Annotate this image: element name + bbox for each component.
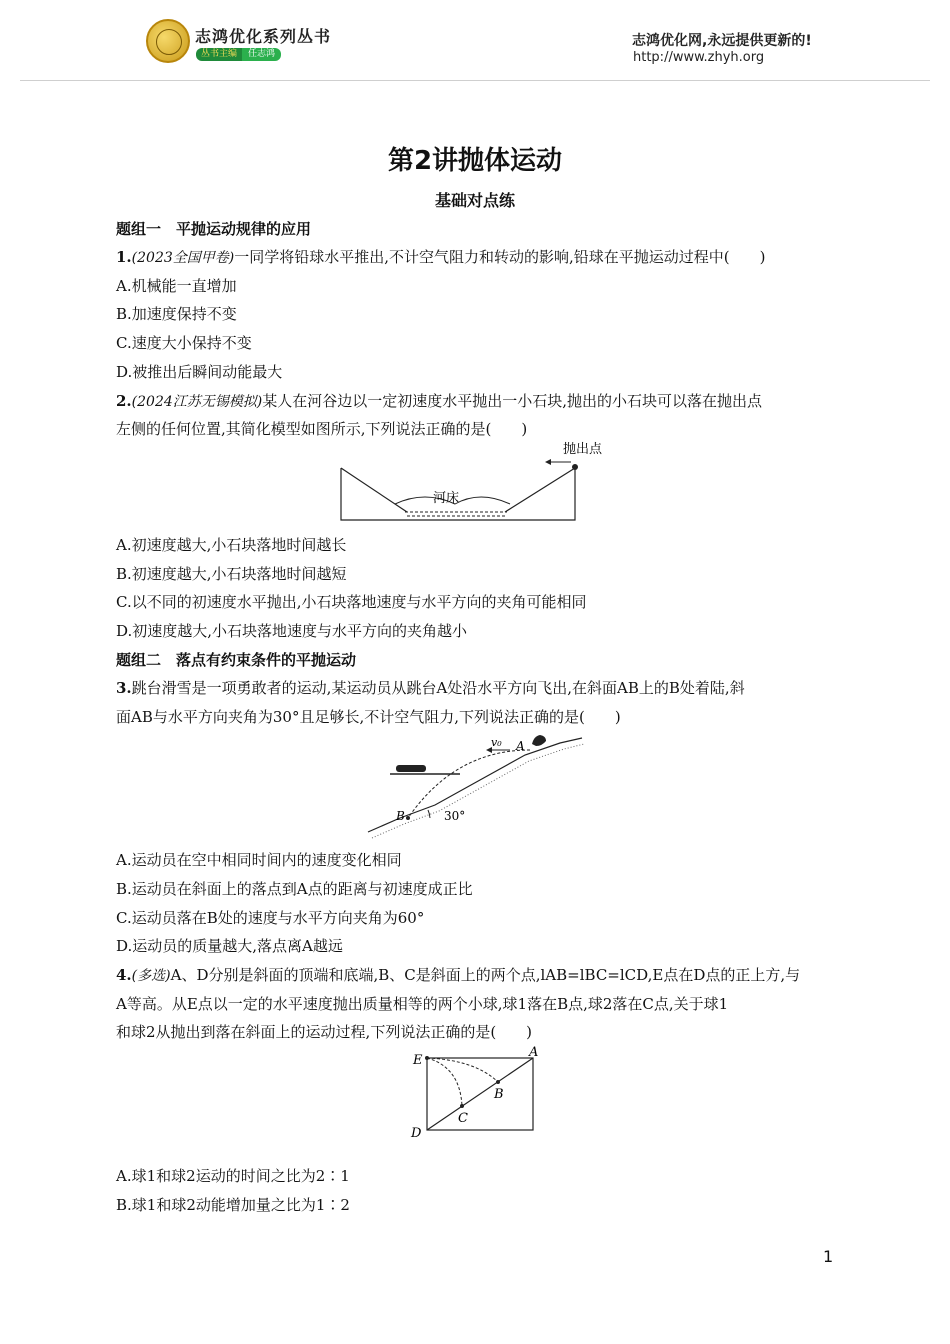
editor-name: 任志鸿	[242, 48, 281, 61]
fig-point-b-label: B	[396, 809, 405, 823]
fig-point-e-label: E	[413, 1053, 423, 1068]
q3-option-d: D.运动员的质量越大,落点离A越远	[116, 937, 343, 955]
fig-point-b4-label: B	[494, 1087, 504, 1102]
q2-stem-line-1	[116, 391, 836, 412]
section-subtitle: 基础对点练	[434, 191, 515, 210]
fig-point-a-label: A	[516, 739, 525, 753]
q1-option-a: A.机械能一直增加	[116, 277, 237, 295]
group-heading-1: 题组一 平抛运动规律的应用	[116, 220, 312, 238]
q4-stem-line-3: 和球2从抛出到落在斜面上的运动过程,下列说法正确的是( )	[116, 1023, 533, 1041]
incline-projectile-figure	[405, 1042, 545, 1142]
q3-stem-line-2: 面AB与水平方向夹角为30°且足够长,不计空气阻力,下列说法正确的是( )	[116, 708, 621, 726]
header-divider	[20, 80, 930, 81]
q2-option-a: A.初速度越大,小石块落地时间越长	[116, 536, 347, 554]
river-valley-figure	[335, 440, 603, 525]
page-number: 1	[823, 1247, 834, 1266]
q3-option-c: C.运动员落在B处的速度与水平方向夹角为60°	[116, 909, 425, 927]
q4-source: (多选)	[131, 968, 171, 984]
q2-text-1: 某人在河谷边以一定初速度水平抛出一小石块,抛出的小石块可以落在抛出点	[262, 392, 763, 410]
q2-number: 2.	[116, 392, 132, 410]
fig-point-a4-label: A	[529, 1045, 539, 1060]
q2-option-b: B.初速度越大,小石块落地时间越短	[116, 565, 347, 583]
q1-stem	[116, 247, 836, 268]
q4-option-a: A.球1和球2运动的时间之比为2∶1	[116, 1167, 350, 1185]
q1-text: 一同学将铅球水平推出,不计空气阻力和转动的影响,铅球在平抛运动过程中( )	[234, 248, 766, 266]
q1-option-b: B.加速度保持不变	[116, 305, 237, 323]
fig-point-c-label: C	[458, 1111, 468, 1126]
slogan: 志鸿优化网,永远提供更新的!	[632, 33, 812, 49]
fig-throw-point-label: 抛出点	[563, 442, 603, 457]
q1-option-c: C.速度大小保持不变	[116, 334, 252, 352]
lying-skier-icon	[396, 765, 426, 772]
q2-source: (2024江苏无锡模拟)	[131, 394, 263, 410]
q3-text-1: 跳台滑雪是一项勇敢者的运动,某运动员从跳台A处沿水平方向飞出,在斜面AB上的B处着陆,斜	[131, 679, 745, 697]
q2-option-c: C.以不同的初速度水平抛出,小石块落地速度与水平方向的夹角可能相同	[116, 593, 587, 611]
q3-option-a: A.运动员在空中相同时间内的速度变化相同	[116, 851, 402, 869]
page-title: 第2讲抛体运动	[387, 146, 563, 176]
ski-jump-figure	[360, 730, 590, 848]
group-heading-2: 题组二 落点有约束条件的平抛运动	[116, 651, 357, 669]
q2-stem-line-2: 左侧的任何位置,其简化模型如图所示,下列说法正确的是( )	[116, 420, 528, 438]
q3-number: 3.	[116, 679, 132, 697]
q4-stem-line-1	[116, 965, 836, 986]
q4-text-1: A、D分别是斜面的顶端和底端,B、C是斜面上的两个点,lAB=lBC=lCD,E点在D点的正上方,与	[170, 966, 801, 984]
fig-riverbed-label: 河床	[433, 491, 460, 506]
fig-v0-label: v₀	[491, 736, 502, 749]
q2-option-d: D.初速度越大,小石块落地速度与水平方向的夹角越小	[116, 622, 468, 640]
editor-tag	[196, 48, 281, 61]
fig-angle-label: 30°	[444, 809, 466, 823]
q3-option-b: B.运动员在斜面上的落点到A点的距离与初速度成正比	[116, 880, 473, 898]
skier-icon	[532, 735, 546, 746]
q1-source: (2023全国甲卷)	[131, 250, 235, 266]
q4-number: 4.	[116, 966, 132, 984]
q4-option-b: B.球1和球2动能增加量之比为1∶2	[116, 1196, 350, 1214]
q3-stem-line-1	[116, 678, 836, 698]
site-url[interactable]: http://www.zhyh.org	[633, 50, 765, 65]
throw-point-marker	[572, 464, 578, 470]
logo-emblem-icon	[146, 19, 190, 63]
q1-number: 1.	[116, 248, 132, 266]
brand-name: 志鸿优化系列丛书	[195, 27, 332, 46]
fig-point-d-label: D	[411, 1126, 422, 1141]
editor-label: 丛书主编	[196, 48, 242, 61]
q1-option-d: D.被推出后瞬间动能最大	[116, 363, 283, 381]
q4-stem-line-2: A等高。从E点以一定的水平速度抛出质量相等的两个小球,球1落在B点,球2落在C点,关于球1	[116, 995, 729, 1013]
page-header	[0, 0, 950, 80]
